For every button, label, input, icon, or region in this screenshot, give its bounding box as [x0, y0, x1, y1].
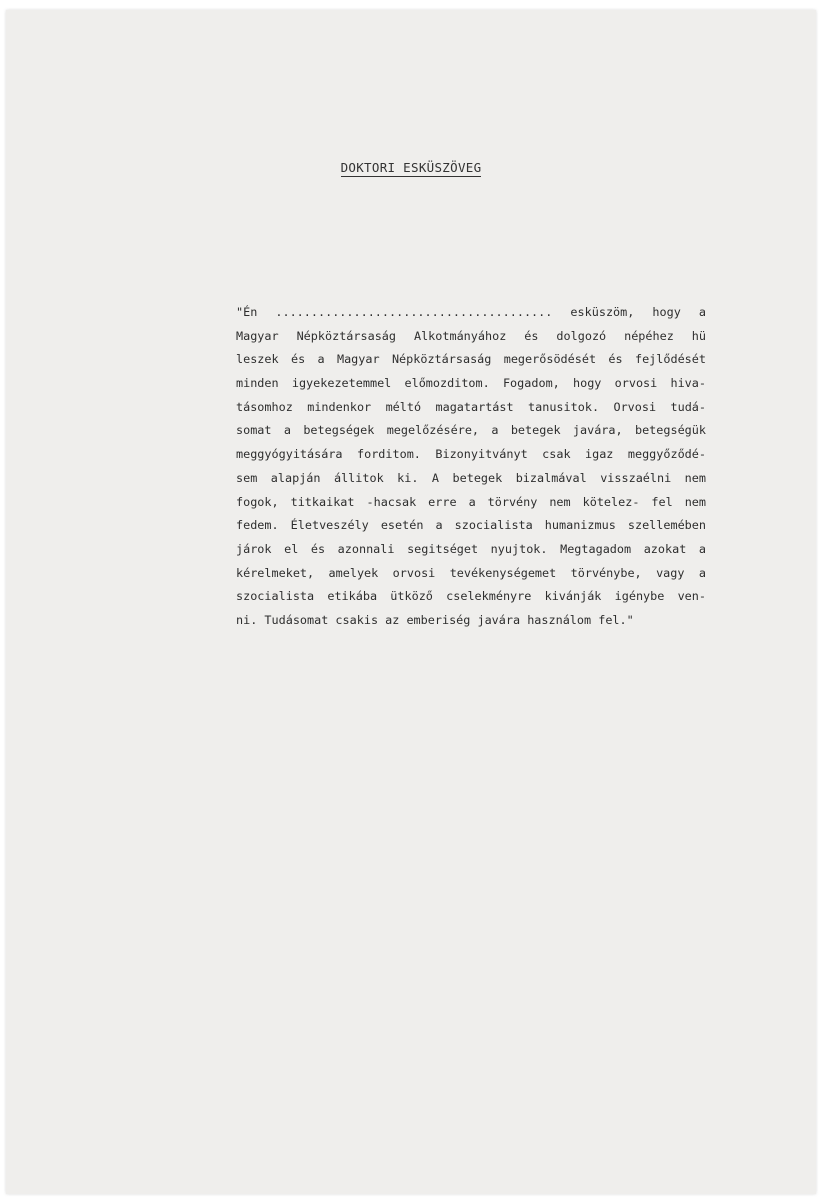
- oath-line: minden igyekezetemmel előmozditom. Fogadom, hogy orvosi hiva-: [236, 376, 706, 391]
- oath-line: járok el és azonnali segitséget nyujtok. Megtagadom azokat a: [236, 541, 706, 556]
- oath-text: [236, 301, 706, 633]
- oath-line: kérelmeket, amelyek orvosi tevékenységemet törvénybe, vagy a: [236, 565, 706, 580]
- oath-line: Magyar Népköztársaság Alkotmányához és dolgozó népéhez hü: [236, 328, 706, 343]
- oath-line: somat a betegségek megelőzésére, a betegek javára, betegségük: [236, 423, 706, 438]
- oath-line: "Én ....................................... esküszöm, hogy a: [236, 305, 706, 319]
- oath-line: ni. Tudásomat csakis az emberiség javára használom fel.": [236, 612, 634, 627]
- oath-line: szocialista etikába ütköző cselekményre kivánják igénybe ven-: [236, 589, 706, 604]
- oath-line: fedem. Életveszély esetén a szocialista humanizmus szellemében: [236, 518, 706, 533]
- document-title-text: DOKTORI ESKÜSZÖVEG: [340, 160, 482, 175]
- document-title: [6, 160, 816, 175]
- oath-line: fogok, titkaikat -hacsak erre a törvény nem kötelez- fel nem: [236, 494, 706, 509]
- oath-line: leszek és a Magyar Népköztársaság megerősödését és fejlődését: [236, 352, 706, 367]
- oath-line: meggyógyitására forditom. Bizonyitványt csak igaz meggyőződé-: [236, 447, 706, 462]
- oath-line: sem alapján állitok ki. A betegek bizalmával visszaélni nem: [236, 470, 706, 485]
- oath-line: tásomhoz mindenkor méltó magatartást tanusitok. Orvosi tudá-: [236, 399, 706, 414]
- document-page: [6, 10, 816, 1194]
